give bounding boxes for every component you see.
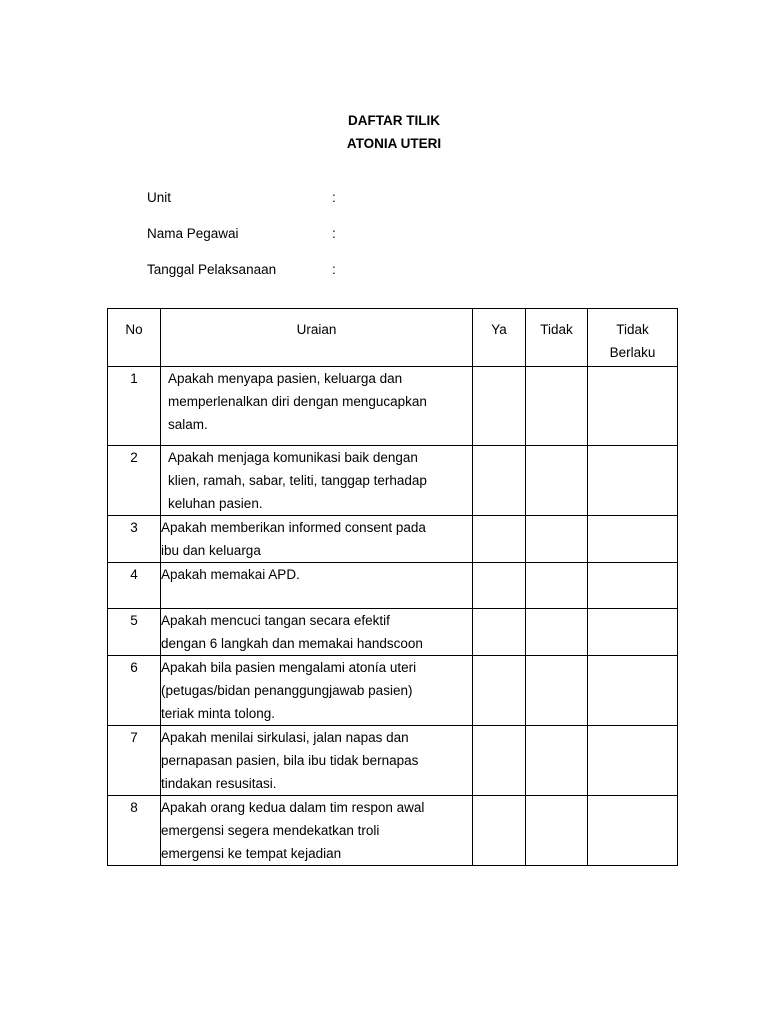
nama-pegawai-label: Nama Pegawai xyxy=(147,226,239,241)
table-row xyxy=(108,796,678,866)
uraian-line: emergensi segera mendekatkan troli xyxy=(161,823,380,838)
row-uraian xyxy=(161,726,473,796)
cell-tidak-berlaku[interactable] xyxy=(588,609,678,656)
row-uraian xyxy=(161,656,473,726)
uraian-line: dengan 6 langkah dan memakai handscoon xyxy=(161,636,423,651)
title-line-2: ATONIA UTERI xyxy=(346,136,442,151)
header-ya: Ya xyxy=(473,309,526,367)
uraian-line: Apakah menyapa pasien, keluarga dan xyxy=(168,371,403,386)
row-number: 2 xyxy=(108,446,161,516)
table-row xyxy=(108,609,678,656)
uraian-line: ibu dan keluarga xyxy=(161,543,261,558)
uraian-line: memperlenalkan diri dengan mengucapkan xyxy=(168,394,427,409)
document-title xyxy=(0,109,768,155)
table-row xyxy=(108,367,678,446)
uraian-line: emergensi ke tempat kejadian xyxy=(161,846,342,861)
table-header-row xyxy=(108,309,678,367)
row-uraian xyxy=(161,796,473,866)
header-tidak-berlaku xyxy=(588,309,678,367)
cell-tidak-berlaku[interactable] xyxy=(588,563,678,609)
cell-ya[interactable] xyxy=(473,609,526,656)
header-no: No xyxy=(108,309,161,367)
uraian-line: teriak minta tolong. xyxy=(161,706,276,721)
table-row xyxy=(108,516,678,563)
cell-ya[interactable] xyxy=(473,563,526,609)
cell-ya[interactable] xyxy=(473,796,526,866)
row-uraian xyxy=(161,563,473,609)
cell-tidak-berlaku[interactable] xyxy=(588,516,678,563)
cell-ya[interactable] xyxy=(473,726,526,796)
checklist-table xyxy=(107,308,678,866)
uraian-line: (petugas/bidan penanggungjawab pasien) xyxy=(161,683,413,698)
cell-tidak[interactable] xyxy=(526,516,588,563)
cell-tidak-berlaku[interactable] xyxy=(588,446,678,516)
table-row xyxy=(108,446,678,516)
unit-label: Unit xyxy=(147,190,172,205)
table-row xyxy=(108,726,678,796)
header-uraian: Uraian xyxy=(161,309,473,367)
uraian-line: keluhan pasien. xyxy=(168,496,263,511)
cell-tidak[interactable] xyxy=(526,563,588,609)
unit-value: : xyxy=(332,190,336,205)
table-row xyxy=(108,563,678,609)
uraian-line: Apakah orang kedua dalam tim respon awal xyxy=(161,800,425,815)
meta-fields xyxy=(147,189,547,297)
uraian-line: Apakah menilai sirkulasi, jalan napas dan xyxy=(161,730,409,745)
uraian-line: Apakah memakai APD. xyxy=(161,567,300,582)
cell-tidak[interactable] xyxy=(526,609,588,656)
tanggal-value: : xyxy=(332,262,336,277)
uraian-line: salam. xyxy=(168,417,208,432)
uraian-line: Apakah memberikan informed consent pada xyxy=(161,520,426,535)
cell-tidak[interactable] xyxy=(526,726,588,796)
cell-ya[interactable] xyxy=(473,446,526,516)
uraian-line: klien, ramah, sabar, teliti, tanggap terhadap xyxy=(168,473,427,488)
cell-tidak-berlaku[interactable] xyxy=(588,726,678,796)
meta-row-unit xyxy=(147,189,547,225)
row-uraian xyxy=(161,516,473,563)
cell-ya[interactable] xyxy=(473,516,526,563)
cell-tidak[interactable] xyxy=(526,656,588,726)
uraian-line: pernapasan pasien, bila ibu tidak bernapas xyxy=(161,753,419,768)
cell-tidak[interactable] xyxy=(526,796,588,866)
row-uraian xyxy=(161,446,473,516)
uraian-line: tindakan resusitasi. xyxy=(161,776,277,791)
title-line-1: DAFTAR TILIK xyxy=(348,113,440,128)
row-number: 7 xyxy=(108,726,161,796)
row-number: 6 xyxy=(108,656,161,726)
cell-tidak[interactable] xyxy=(526,367,588,446)
row-number: 1 xyxy=(108,367,161,446)
row-number: 8 xyxy=(108,796,161,866)
uraian-line: Apakah menjaga komunikasi baik dengan xyxy=(168,450,418,465)
cell-tidak-berlaku[interactable] xyxy=(588,367,678,446)
table-row xyxy=(108,656,678,726)
cell-tidak[interactable] xyxy=(526,446,588,516)
row-number: 5 xyxy=(108,609,161,656)
header-tidak-berlaku-line2: Berlaku xyxy=(609,345,656,360)
meta-row-tanggal xyxy=(147,261,547,297)
row-uraian xyxy=(161,609,473,656)
cell-ya[interactable] xyxy=(473,656,526,726)
cell-tidak-berlaku[interactable] xyxy=(588,796,678,866)
header-tidak: Tidak xyxy=(526,309,588,367)
meta-row-nama xyxy=(147,225,547,261)
uraian-line: Apakah bila pasien mengalami atonía uteri xyxy=(161,660,417,675)
cell-ya[interactable] xyxy=(473,367,526,446)
nama-pegawai-value: : xyxy=(332,226,336,241)
uraian-line: Apakah mencuci tangan secara efektif xyxy=(161,613,390,628)
row-uraian xyxy=(161,367,473,446)
header-tidak-berlaku-line1: Tidak xyxy=(616,322,649,337)
row-number: 3 xyxy=(108,516,161,563)
tanggal-label: Tanggal Pelaksanaan xyxy=(147,262,277,277)
cell-tidak-berlaku[interactable] xyxy=(588,656,678,726)
row-number: 4 xyxy=(108,563,161,609)
